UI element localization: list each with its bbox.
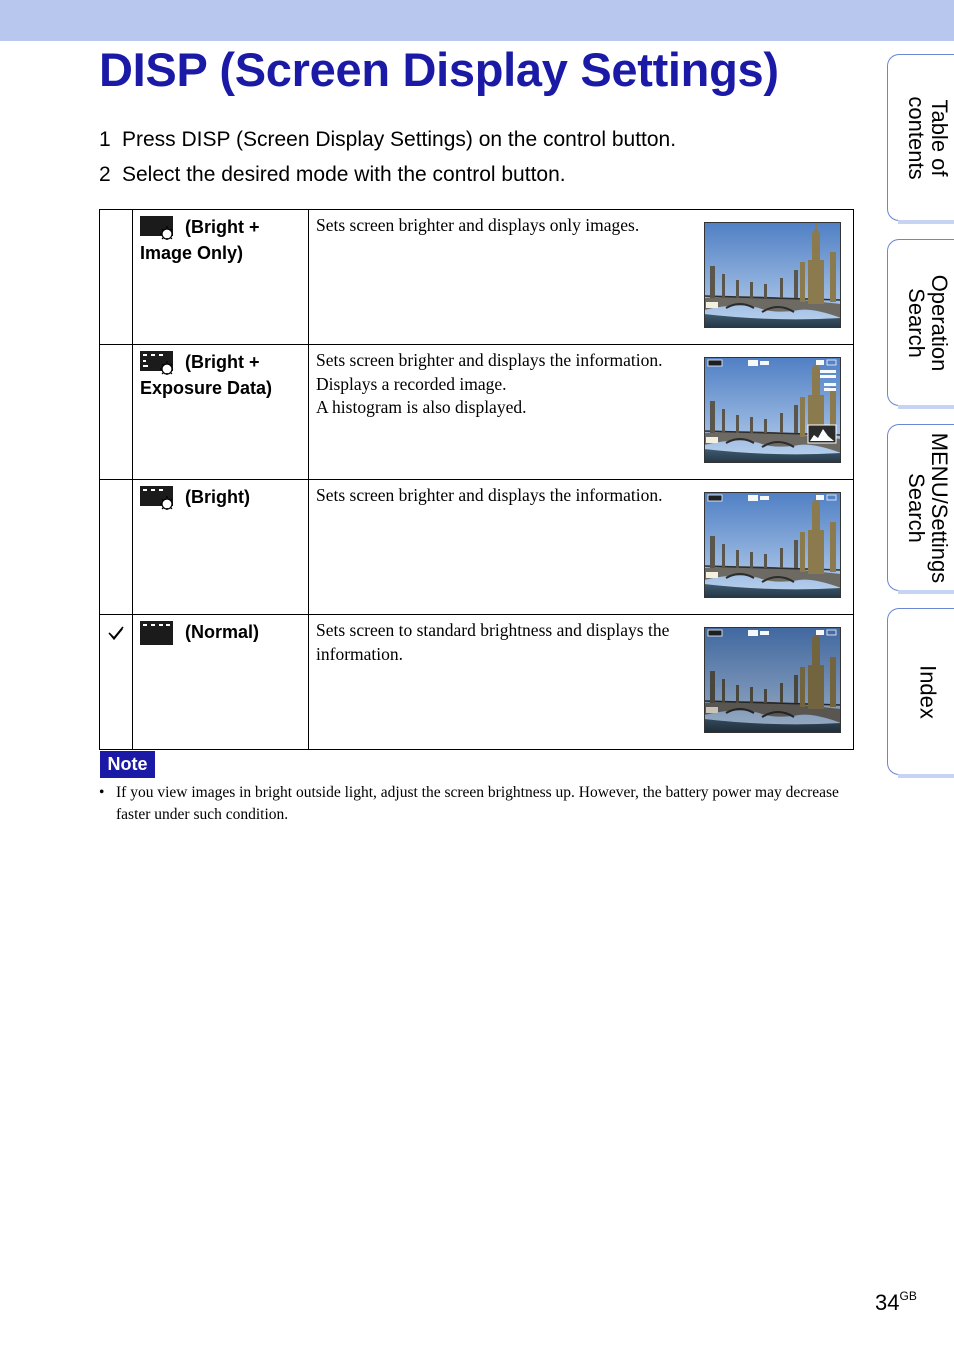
selection-cell (100, 345, 133, 480)
mode-description-cell (309, 480, 854, 615)
note-badge: Note (100, 751, 155, 778)
preview-image-image-only (704, 222, 841, 328)
mode-description (316, 619, 696, 666)
page-number-value: 34 (875, 1290, 900, 1315)
description-line: Sets screen brighter and displays the information. (316, 350, 663, 370)
table-row (100, 480, 854, 615)
step-text: Press DISP (Screen Display Settings) on the control button. (122, 128, 677, 151)
description-line: Sets screen brighter and displays the information. (316, 485, 663, 505)
step-2 (99, 157, 676, 192)
bright-image-only-icon (140, 216, 173, 240)
description-line: Displays a recorded image. (316, 373, 507, 394)
mode-label-cell (133, 345, 309, 480)
mode-description (316, 214, 696, 238)
page-suffix: GB (899, 1289, 917, 1303)
tab-label: Operation Search (904, 274, 952, 371)
step-1 (99, 122, 676, 157)
preview-image-bright (704, 492, 841, 598)
steps-list (99, 122, 676, 192)
table-row (100, 615, 854, 750)
mode-label: (Bright) (185, 487, 250, 507)
description-line: Sets screen to standard brightness and displays the information. (316, 620, 670, 664)
checkmark-icon (107, 625, 125, 641)
step-text: Select the desired mode with the control button. (122, 163, 566, 186)
step-number: 1 (99, 128, 111, 151)
mode-label-cell (133, 210, 309, 345)
tab-label: MENU/Settings Search (904, 432, 952, 583)
tab-label: Table of contents (904, 95, 952, 180)
page-number (875, 1289, 917, 1316)
step-number: 2 (99, 163, 111, 186)
note-bullet: • (99, 784, 105, 801)
tab-label: Index (915, 664, 941, 719)
tab-index[interactable] (887, 608, 954, 775)
selection-cell (100, 210, 133, 345)
preview-image-exposure-data (704, 357, 841, 463)
mode-label-cell (133, 480, 309, 615)
description-line: A histogram is also displayed. (316, 397, 527, 417)
note-body (99, 782, 844, 826)
table-row (100, 210, 854, 345)
mode-description (316, 484, 696, 508)
bright-exposure-data-icon (140, 351, 173, 375)
display-modes-table (99, 209, 854, 750)
mode-description (316, 349, 696, 420)
mode-description-cell (309, 615, 854, 750)
table-row (100, 345, 854, 480)
mode-description-cell (309, 210, 854, 345)
mode-label: (Normal) (185, 622, 260, 642)
header-band (0, 0, 954, 41)
normal-icon (140, 621, 173, 645)
tab-operation-search[interactable] (887, 239, 954, 406)
tab-table-of-contents[interactable] (887, 54, 954, 221)
mode-label: (Bright + Image Only) (140, 217, 260, 263)
mode-label-cell (133, 615, 309, 750)
description-line: Sets screen brighter and displays only images. (316, 215, 640, 235)
bright-icon (140, 486, 173, 510)
tab-menu-settings-search[interactable] (887, 424, 954, 591)
mode-description-cell (309, 345, 854, 480)
selection-cell (100, 615, 133, 750)
mode-label: (Bright + Exposure Data) (140, 352, 273, 398)
preview-image-normal (704, 627, 841, 733)
selection-cell (100, 480, 133, 615)
note-text: If you view images in bright outside light, adjust the screen brightness up. However, the battery power may decrease faster under such condition. (116, 784, 839, 823)
page-title: DISP (Screen Display Settings) (99, 43, 779, 96)
